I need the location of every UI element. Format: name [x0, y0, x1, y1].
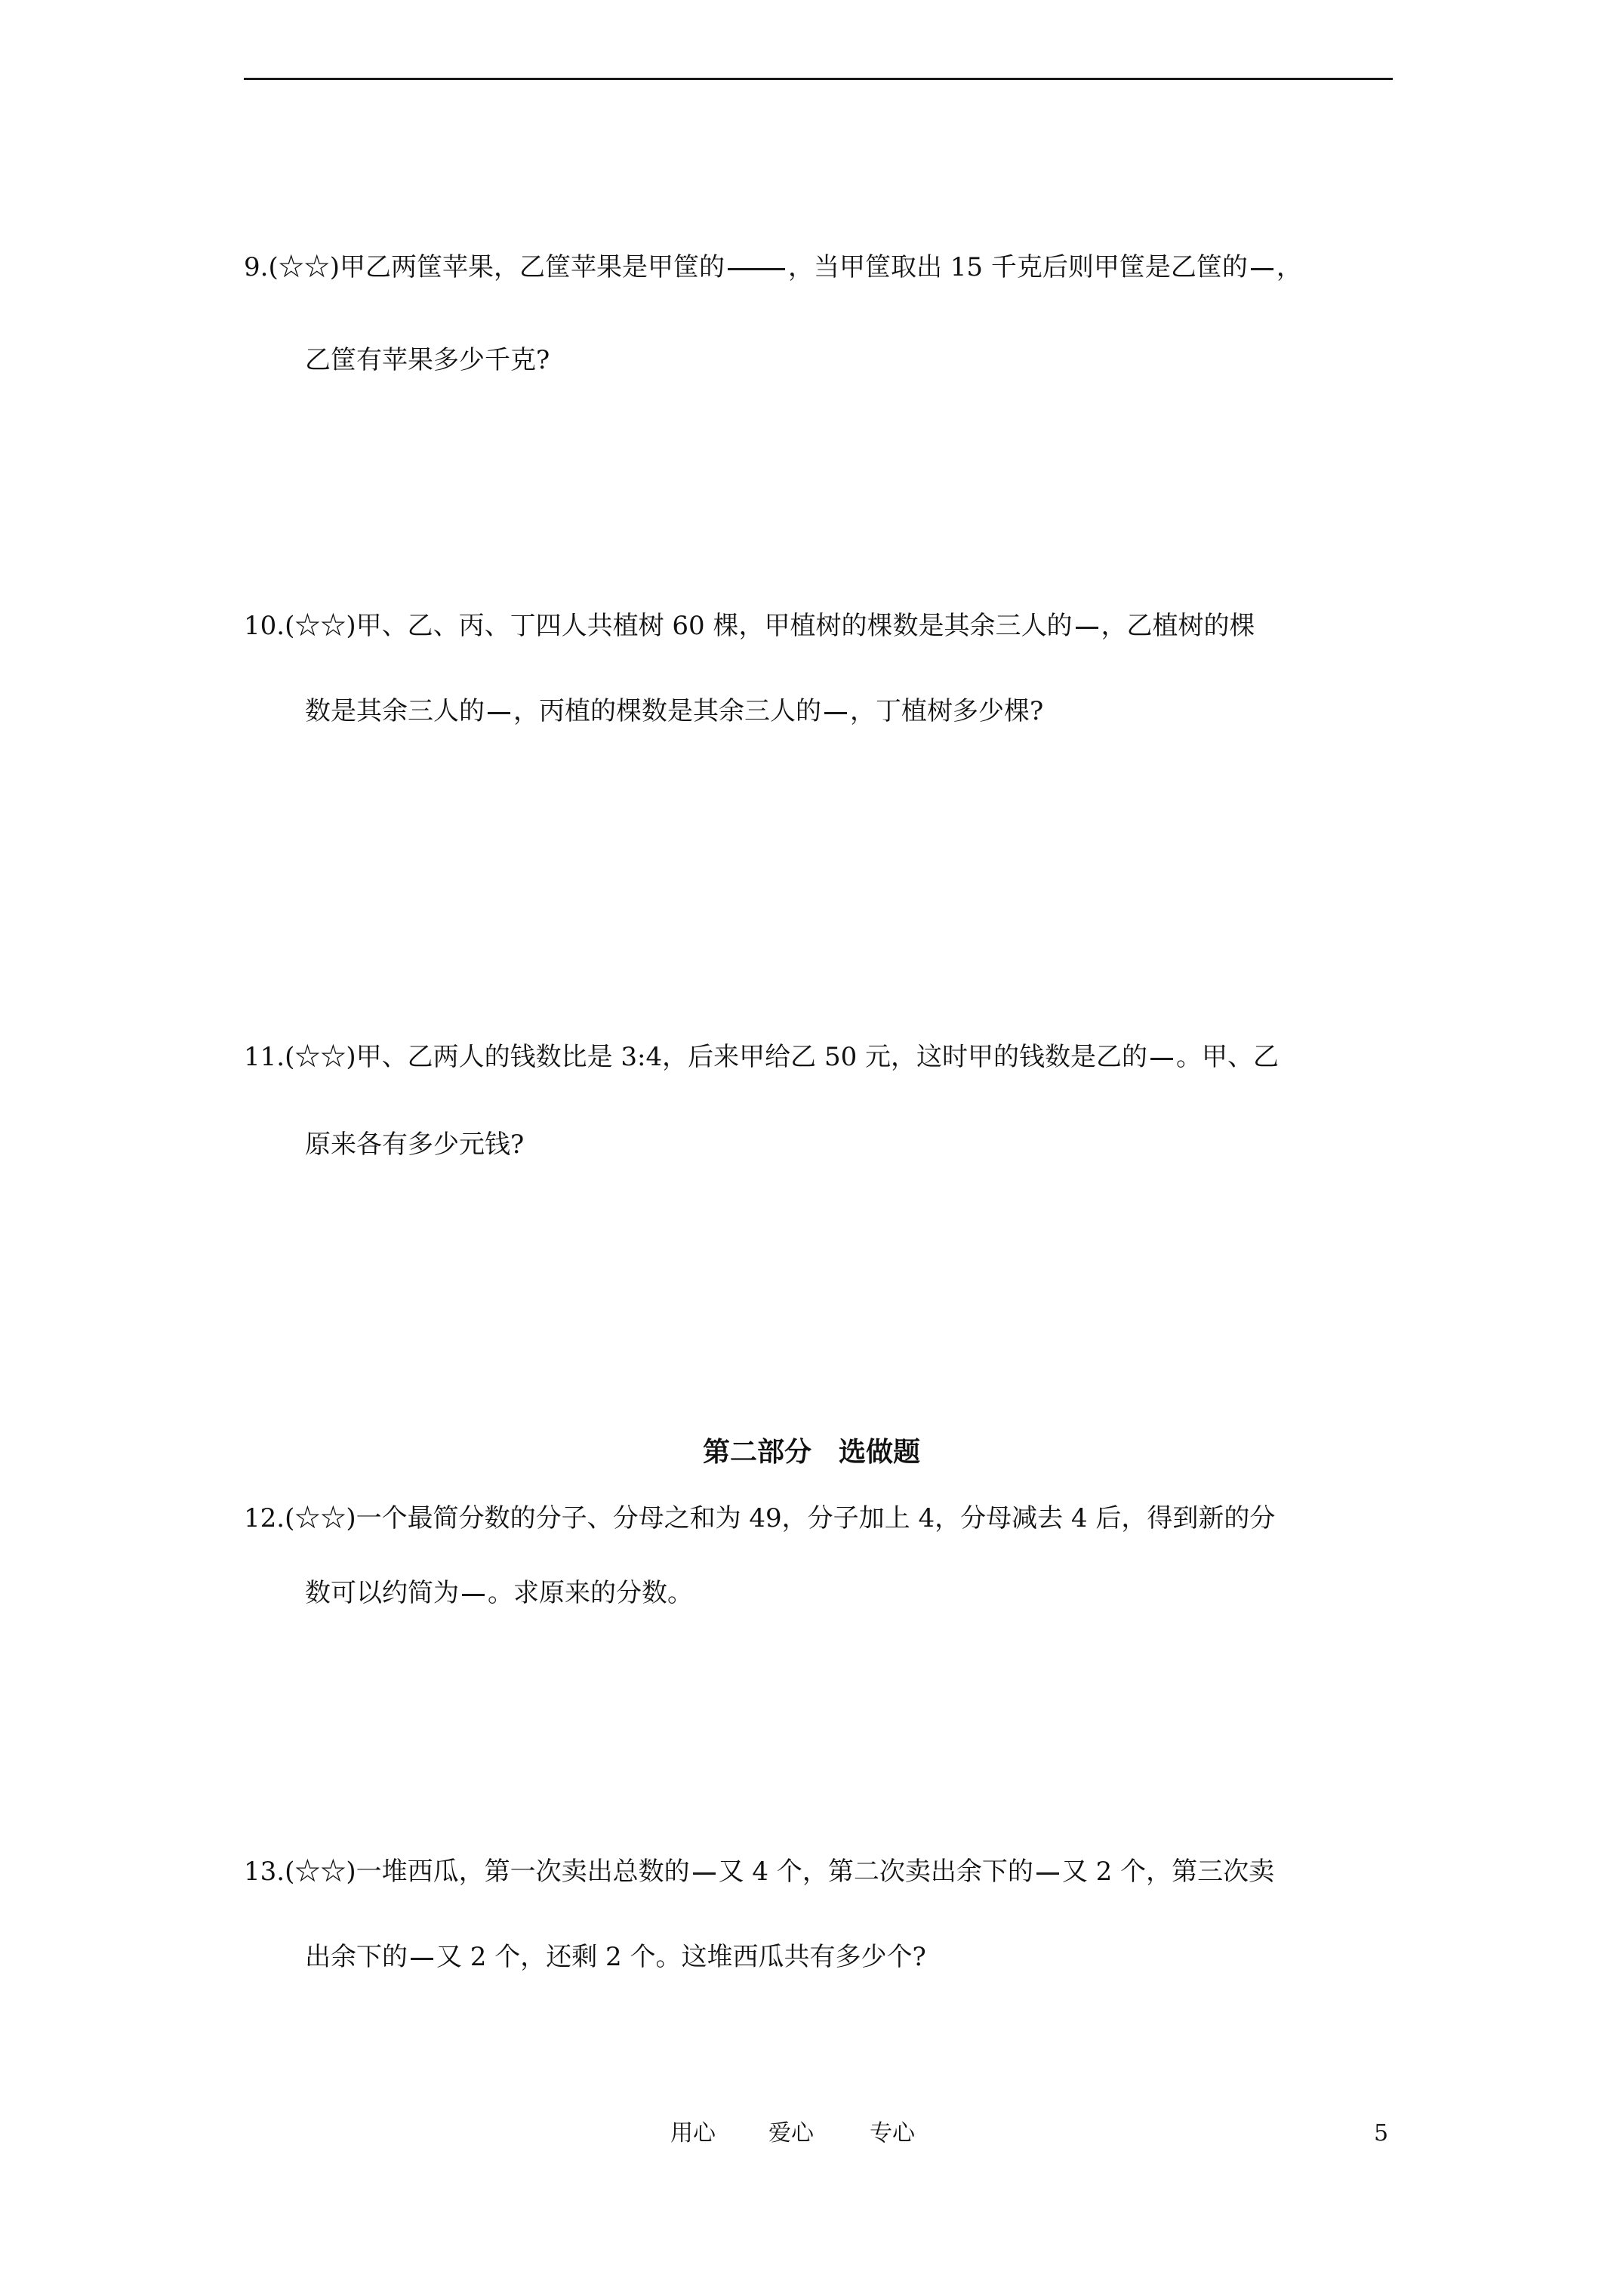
- fraction-blank: [728, 268, 785, 270]
- fraction-blank: [1150, 1058, 1173, 1060]
- problem-text: ，丙植的棵数是其余三人的: [513, 696, 821, 726]
- problem-11-line-2: [305, 1130, 524, 1160]
- fraction-blank: [462, 1594, 485, 1596]
- fraction-blank: [693, 1872, 716, 1875]
- problem-text: 。甲、乙: [1176, 1042, 1280, 1072]
- problem-text: 一堆西瓜，第一次卖出总数的: [356, 1857, 690, 1887]
- problem-text: 甲、乙、丙、丁四人共植树 60 棵，甲植树的棵数是其余三人的: [356, 611, 1073, 641]
- footer-slogan-1: 用心: [670, 2120, 716, 2147]
- problem-text: 一个最简分数的分子、分母之和为 49，分子加上 4，分母减去 4 后，得到新的分: [356, 1503, 1276, 1533]
- problem-number: 9.: [244, 252, 269, 282]
- problem-13-line-2: [305, 1942, 926, 1972]
- problem-text: 又 4 个，第二次卖出余下的: [718, 1857, 1033, 1887]
- problem-12-line-2: [305, 1578, 693, 1608]
- problem-text: ，乙植树的棵: [1101, 611, 1255, 641]
- header-rule: [244, 78, 1393, 80]
- fraction-blank: [411, 1958, 433, 1960]
- fraction-blank: [1036, 1872, 1059, 1875]
- problem-text: 数是其余三人的: [305, 696, 485, 726]
- problem-text: 数可以约简为: [305, 1578, 459, 1608]
- difficulty-stars: (☆☆): [268, 252, 340, 282]
- section-title: 第二部分 选做题: [702, 1436, 920, 1468]
- problem-number: 10.: [244, 611, 285, 641]
- problem-text: ，: [1276, 252, 1302, 282]
- problem-text: 甲、乙两人的钱数比是 3:4，后来甲给乙 50 元，这时甲的钱数是乙的: [356, 1042, 1148, 1072]
- problem-number: 11.: [244, 1042, 285, 1072]
- problem-10-line-2: [305, 696, 1043, 726]
- problem-text: 。求原来的分数。: [488, 1578, 693, 1608]
- difficulty-stars: (☆☆): [285, 1503, 356, 1533]
- problem-13-line-1: [244, 1857, 1274, 1887]
- problem-9-line-1: [244, 252, 1302, 282]
- difficulty-stars: (☆☆): [285, 1857, 356, 1887]
- problem-text: ，当甲筐取出 15 千克后则甲筐是乙筐的: [787, 252, 1248, 282]
- difficulty-stars: (☆☆): [285, 1042, 356, 1072]
- problem-9-line-2: [305, 345, 550, 375]
- fraction-blank: [824, 712, 847, 714]
- problem-10-line-1: [244, 611, 1255, 641]
- difficulty-stars: (☆☆): [285, 611, 356, 641]
- problem-text: 原来各有多少元钱?: [305, 1130, 525, 1160]
- page-number: 5: [1374, 2120, 1389, 2147]
- problem-11-line-1: [244, 1042, 1279, 1072]
- problem-text: 又 2 个，还剩 2 个。这堆西瓜共有多少个?: [436, 1942, 926, 1972]
- problem-text: 出余下的: [305, 1942, 408, 1972]
- problem-text: 又 2 个，第三次卖: [1061, 1857, 1275, 1887]
- problem-12-line-1: [244, 1503, 1275, 1533]
- problem-number: 13.: [244, 1857, 285, 1887]
- problem-text: 甲乙两筐苹果，乙筐苹果是甲筐的: [339, 252, 725, 282]
- problem-text: ，丁植树多少棵?: [850, 696, 1044, 726]
- footer-slogan-3: 专心: [870, 2120, 915, 2147]
- problem-text: 乙筐有苹果多少千克?: [305, 345, 550, 375]
- problem-number: 12.: [244, 1503, 285, 1533]
- footer-slogan-2: 爱心: [768, 2120, 814, 2147]
- fraction-blank: [1076, 627, 1098, 629]
- fraction-blank: [1251, 268, 1273, 270]
- fraction-blank: [488, 712, 510, 714]
